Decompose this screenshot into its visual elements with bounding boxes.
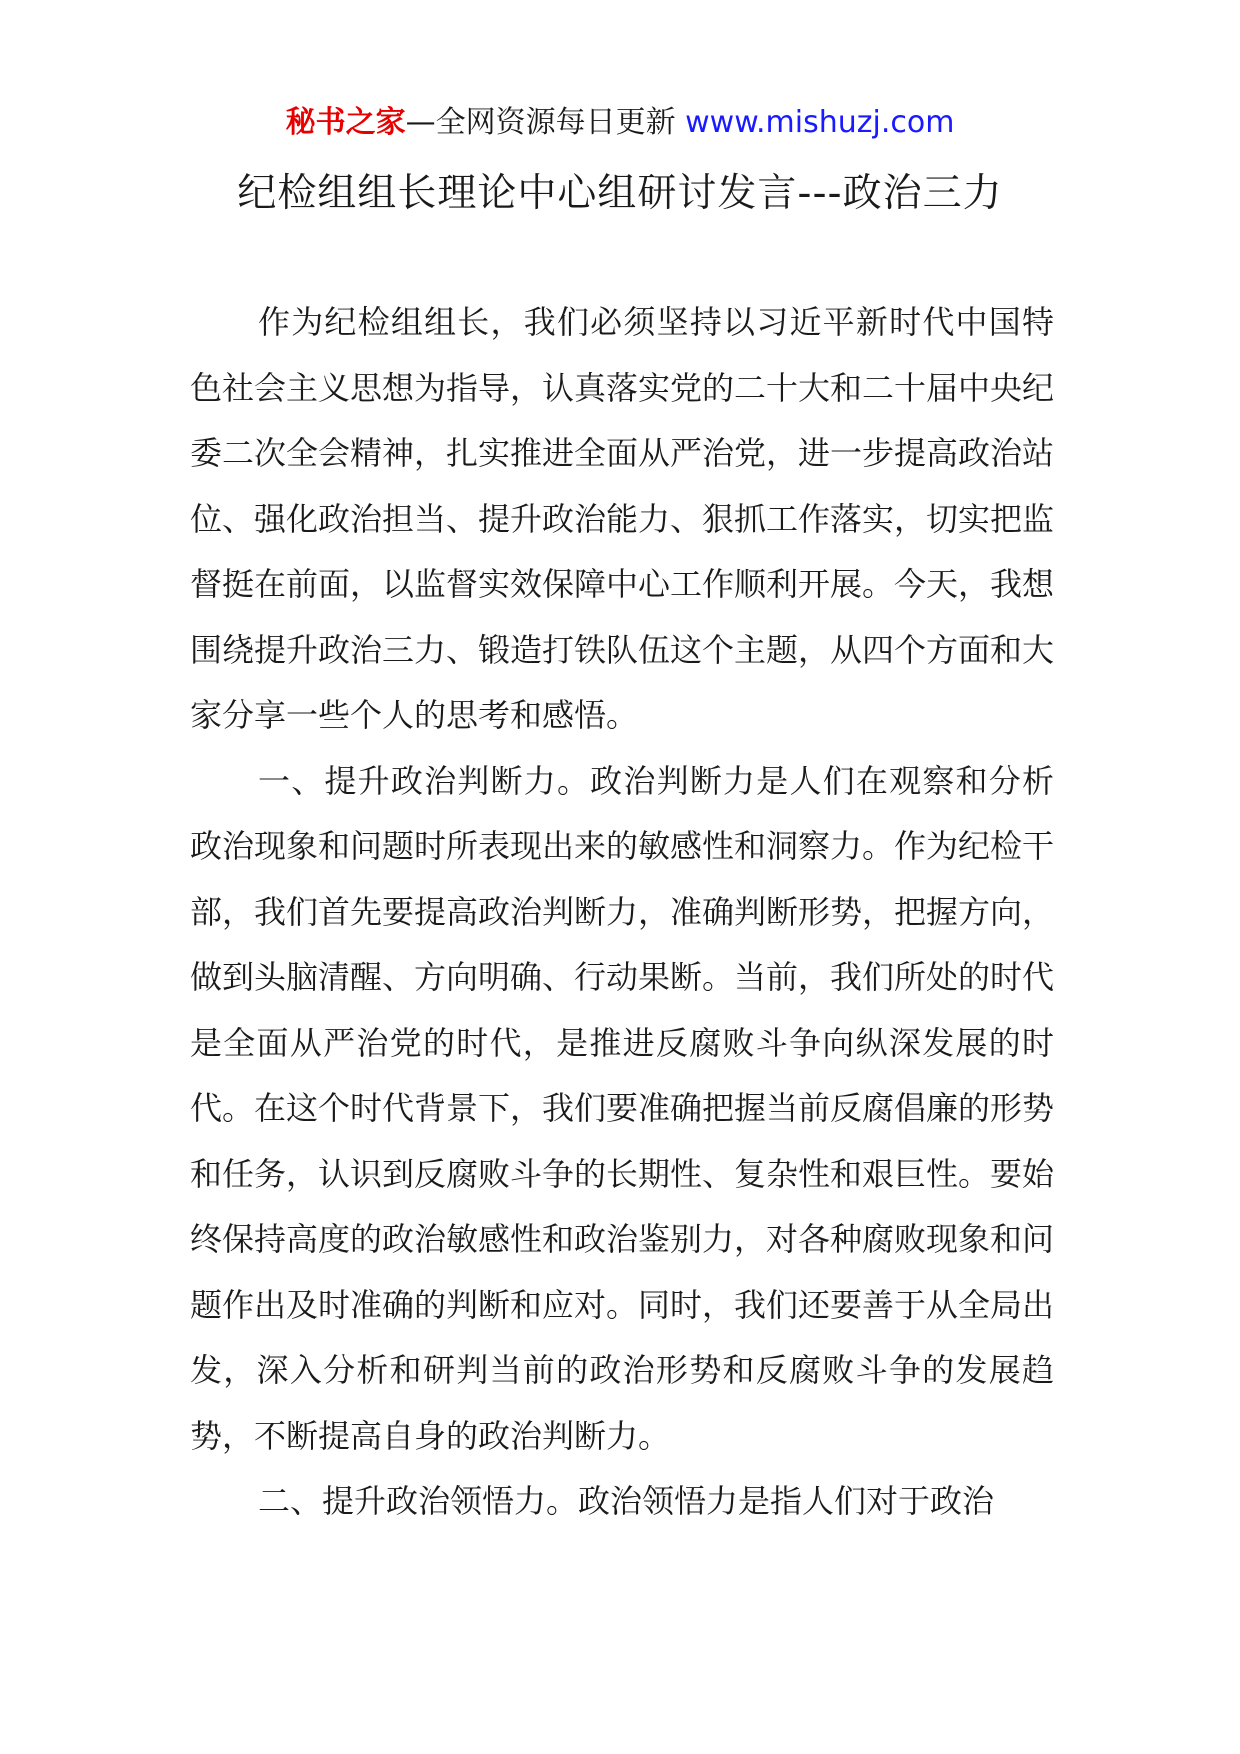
paragraph-section-2: 二、提升政治领悟力。政治领悟力是指人们对于政治 — [258, 1482, 995, 1520]
site-header — [0, 100, 1240, 146]
brand-name: 秘书之家 — [285, 105, 406, 140]
document-title: 纪检组组长理论中心组研讨发言---政治三力 — [237, 171, 1003, 216]
header-tagline: —全网资源每日更新 — [405, 105, 676, 140]
site-url-link[interactable]: www.mishuzj.com — [685, 105, 955, 140]
paragraph-intro: 作为纪检组组长，我们必须坚持以习近平新时代中国特色社会主义思想为指导，认真落实党的二十大和二十届中央纪委二次全会精神，扎实推进全面从严治党，进一步提高政治站位、强化政治担当、提升政治能力、狠抓工作落实，切实把监督挺在前面，以监督实效保障中心工作顺利开展。今天，我想围绕提升政治三力、锻造打铁队伍这个主题，从四个方面和大家分享一些个人的思考和感悟。 — [190, 303, 1055, 734]
paragraph-section-1: 一、提升政治判断力。政治判断力是人们在观察和分析政治现象和问题时所表现出来的敏感性和洞察力。作为纪检干部，我们首先要提高政治判断力，准确判断形势，把握方向，做到头脑清醒、方向明确、行动果断。当前，我们所处的时代是全面从严治党的时代，是推进反腐败斗争向纵深发展的时代。在这个时代背景下，我们要准确把握当前反腐倡廉的形势和任务，认识到反腐败斗争的长期性、复杂性和艰巨性。要始终保持高度的政治敏感性和政治鉴别力，对各种腐败现象和问题作出及时准确的判断和应对。同时，我们还要善于从全局出发，深入分析和研判当前的政治形势和反腐败斗争的发展趋势，不断提高自身的政治判断力。 — [190, 761, 1055, 1455]
document-body — [190, 290, 1054, 1535]
